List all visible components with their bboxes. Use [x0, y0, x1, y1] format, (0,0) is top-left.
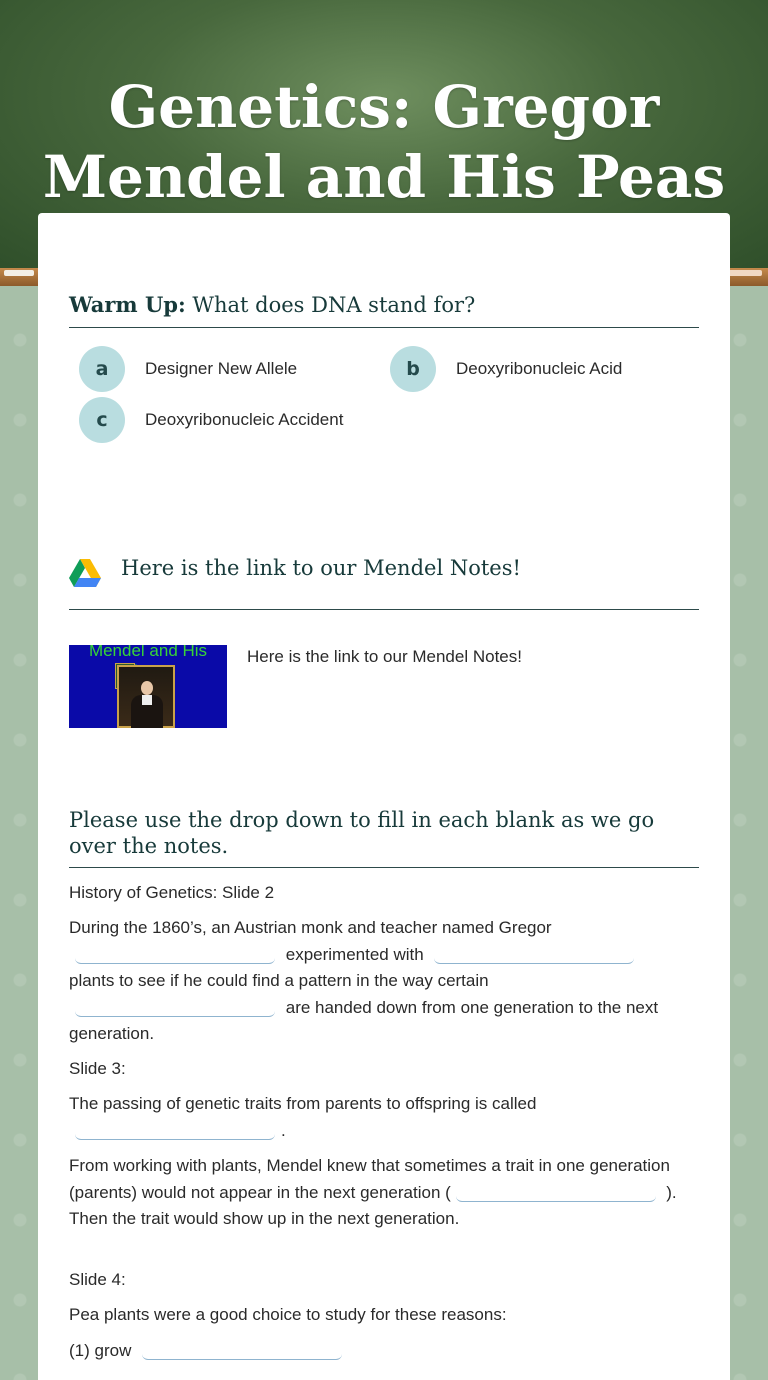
paragraph-1	[69, 915, 699, 1048]
paragraph-text: (1) grow	[69, 1341, 132, 1360]
warmup-question-text: What does DNA stand for?	[192, 293, 476, 317]
paragraph-text: ). Then the trait would show up in the next generation.	[69, 1182, 677, 1228]
option-text: Deoxyribonucleic Accident	[145, 410, 344, 429]
slide-2-label: History of Genetics: Slide 2	[69, 883, 275, 902]
thumbnail-portrait	[117, 665, 175, 728]
notes-heading	[69, 807, 699, 868]
link-section-heading	[69, 556, 699, 610]
paragraph-text: From working with plants, Mendel knew that sometimes a trait in one generation (parents) would not appear in the next generation (	[69, 1156, 670, 1202]
notes-heading-text: Please use the drop down to fill in each blank as we go over the notes.	[69, 808, 655, 858]
link-heading-text: Here is the link to our Mendel Notes!	[121, 556, 521, 580]
option-letter-bubble: a	[79, 346, 125, 392]
dropdown-blank[interactable]	[75, 997, 275, 1017]
dropdown-blank[interactable]	[142, 1340, 342, 1360]
page-title: Genetics: Gregor Mendel and His Peas	[42, 73, 726, 211]
notes-link[interactable]: Here is the link to our Mendel Notes!	[247, 647, 522, 666]
paragraph-4: Pea plants were a good choice to study for these reasons:	[69, 1305, 507, 1324]
dropdown-blank[interactable]	[75, 944, 275, 964]
paragraph-text: During the 1860’s, an Austrian monk and teacher named Gregor	[69, 918, 552, 937]
warmup-label: Warm Up:	[69, 292, 186, 317]
option-letter-bubble: b	[390, 346, 436, 392]
answer-option-b[interactable]	[390, 346, 622, 392]
portrait-face	[141, 681, 153, 695]
paragraph-text: The passing of genetic traits from parents to offspring is called	[69, 1094, 537, 1113]
paragraph-5	[69, 1338, 699, 1365]
warmup-question	[69, 292, 699, 328]
option-text: Deoxyribonucleic Acid	[456, 359, 623, 378]
paragraph-text: experimented with	[285, 944, 424, 964]
answer-option-c[interactable]	[79, 397, 343, 443]
paragraph-text: plants to see if he could find a pattern in the way certain	[69, 971, 489, 990]
dropdown-blank[interactable]	[434, 944, 634, 964]
paragraph-2	[69, 1091, 699, 1144]
worksheet-card	[38, 213, 730, 1380]
paragraph-text: .	[281, 1120, 286, 1140]
option-letter-bubble: c	[79, 397, 125, 443]
paragraph-3	[69, 1153, 699, 1233]
thumbnail-title: Mendel and His	[88, 645, 208, 660]
answer-option-a[interactable]	[79, 346, 297, 392]
paragraph-text: are handed down from one generation to the next generation.	[69, 997, 659, 1043]
slide-4-label: Slide 4:	[69, 1270, 126, 1289]
slide-3-label: Slide 3:	[69, 1059, 126, 1078]
dropdown-blank[interactable]	[75, 1120, 275, 1140]
option-text: Designer New Allele	[145, 359, 298, 378]
dropdown-blank[interactable]	[456, 1182, 656, 1202]
portrait-collar	[142, 695, 152, 705]
link-thumbnail[interactable]	[69, 645, 227, 728]
